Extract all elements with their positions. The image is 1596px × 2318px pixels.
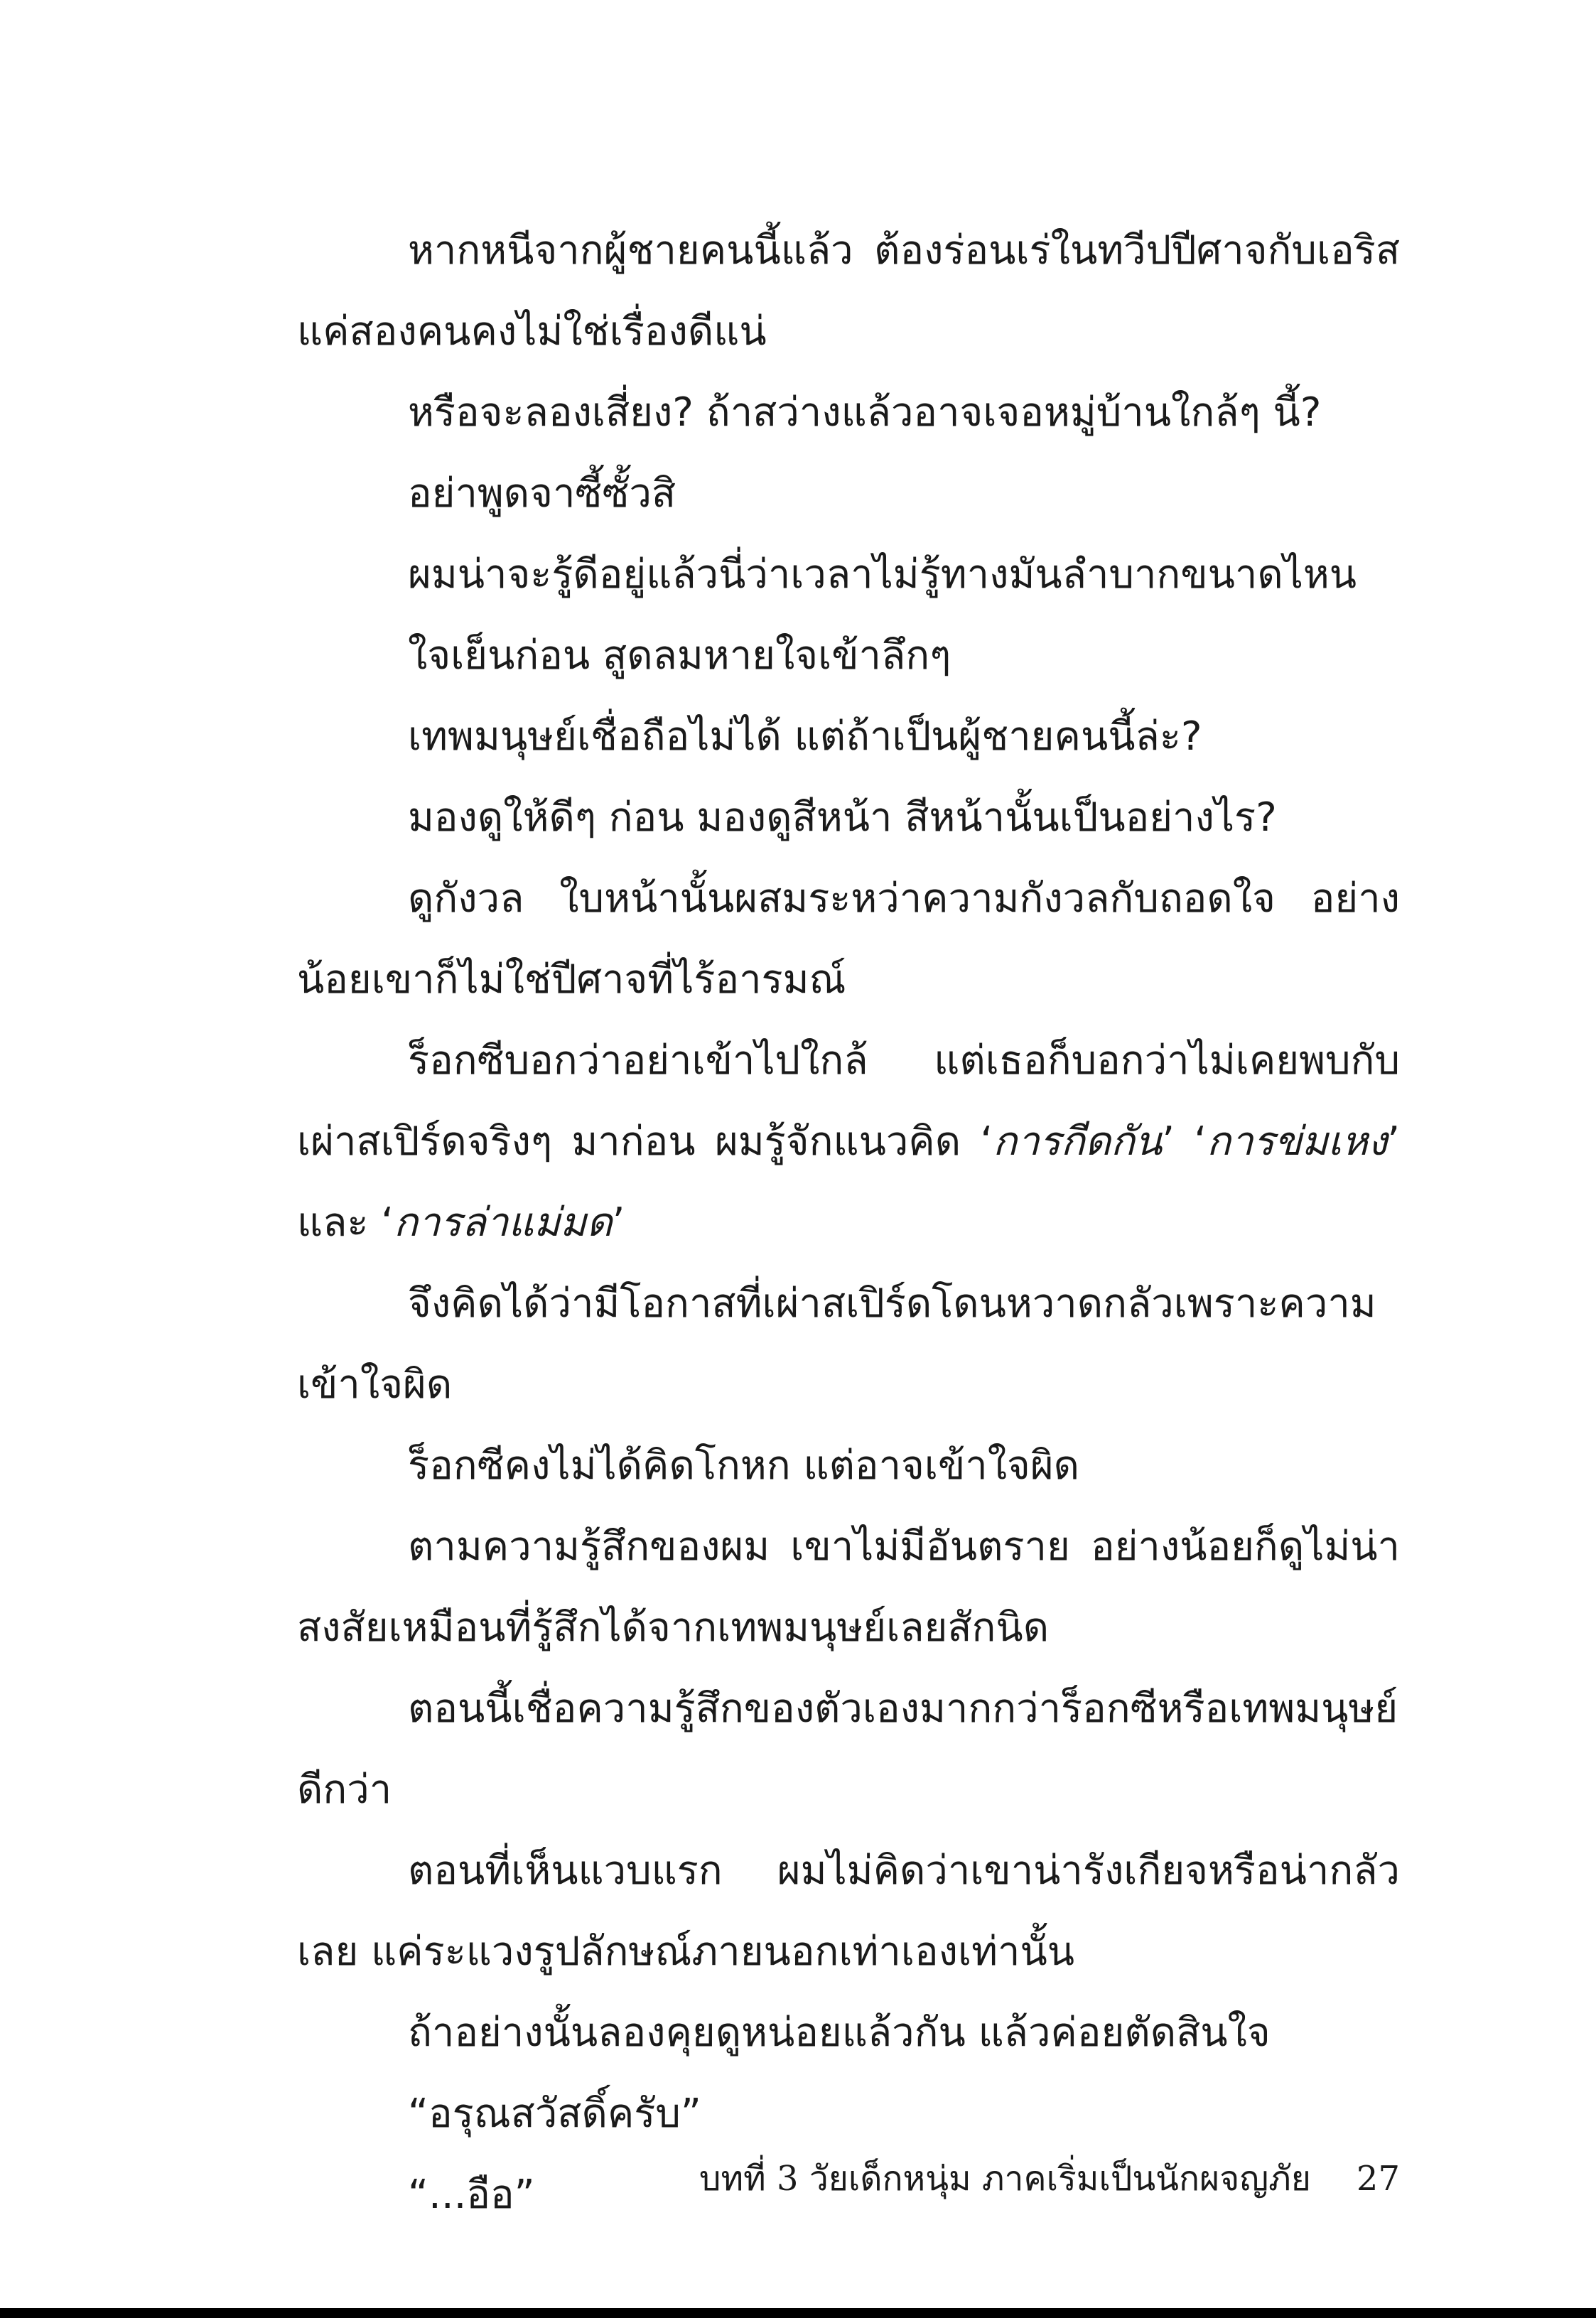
paragraph: ดูกังวล ใบหน้านั้นผสมระหว่าความกังวลกับถอดใจ อย่างน้อยเขาก็ไม่ใช่ปีศาจที่ไร้อารมณ์ — [297, 875, 1400, 1003]
paragraph: ตอนที่เห็นแวบแรก ผมไม่คิดว่าเขาน่ารังเกียจหรือน่ากลัวเลย แค่ระแวงรูปลักษณ์ภายนอกเท่าเองเท่านั้น — [297, 1848, 1400, 1975]
emphasis: การข่มเหง — [1207, 1118, 1388, 1165]
dialogue-line: “...อือ” — [408, 2172, 535, 2218]
emphasis: การกีดกัน — [993, 1118, 1163, 1165]
paragraph: ตามความรู้สึกของผม เขาไม่มีอันตราย อย่างน้อยก็ดูไม่น่าสงสัยเหมือนที่รู้สึกได้จากเทพมนุษย์เลยสักนิด — [297, 1524, 1400, 1651]
text: ’ — [612, 1200, 625, 1246]
page-body — [297, 210, 1400, 2236]
emphasis: การล่าแม่มด — [394, 1200, 613, 1246]
text: ’ ‘ — [1162, 1118, 1207, 1165]
paragraph: อย่าพูดจาซี้ซั้วสิ — [408, 470, 676, 517]
paragraph: ร็อกซีคงไม่ได้คิดโกหก แต่อาจเข้าใจผิด — [408, 1443, 1080, 1489]
text: ’ และ ‘ — [297, 1118, 1401, 1246]
paragraph: จึงคิดได้ว่ามีโอกาสที่เผ่าสเปิร์ดโดนหวาดกลัวเพราะความเข้าใจผิด — [297, 1281, 1376, 1408]
bottom-edge-bar — [0, 2308, 1596, 2318]
paragraph: ผมน่าจะรู้ดีอยู่แล้วนี่ว่าเวลาไม่รู้ทางมันลำบากขนาดไหน — [408, 551, 1357, 598]
paragraph: ถ้าอย่างนั้นลองคุยดูหน่อยแล้วกัน แล้วค่อยตัดสินใจ — [408, 2010, 1271, 2056]
paragraph: มองดูให้ดีๆ ก่อน มองดูสีหน้า สีหน้านั้นเป็นอย่างไร? — [408, 794, 1277, 841]
dialogue-line: “อรุณสวัสดิ์ครับ” — [408, 2091, 701, 2137]
text: ร็อกซีบอกว่าอย่าเข้าไปใกล้ แต่เธอก็บอกว่าไม่เคยพบกับเผ่าสเปิร์ดจริงๆ มาก่อน ผมรู้จักแนวคิด ‘ — [297, 1037, 1400, 1165]
paragraph-with-emphasis — [297, 1020, 1400, 1263]
page-footer — [297, 2150, 1400, 2207]
chapter-title: บทที่ 3 วัยเด็กหนุ่ม ภาคเริ่มเป็นนักผจญภัย — [699, 2159, 1311, 2199]
paragraph: เทพมนุษย์เชื่อถือไม่ได้ แต่ถ้าเป็นผู้ชายคนนี้ล่ะ? — [408, 713, 1202, 760]
paragraph: ตอนนี้เชื่อความรู้สึกของตัวเองมากกว่าร็อกซีหรือเทพมนุษย์ดีกว่า — [297, 1686, 1398, 1813]
page-number: 27 — [1356, 2159, 1400, 2199]
paragraph: ใจเย็นก่อน สูดลมหายใจเข้าลึกๆ — [408, 632, 951, 679]
paragraph: หากหนีจากผู้ชายคนนี้แล้ว ต้องร่อนเร่ในทวีปปีศาจกับเอริสแค่สองคนคงไม่ใช่เรื่องดีแน่ — [297, 227, 1400, 355]
paragraph: หรือจะลองเสี่ยง? ถ้าสว่างแล้วอาจเจอหมู่บ้านใกล้ๆ นี้? — [408, 389, 1322, 436]
